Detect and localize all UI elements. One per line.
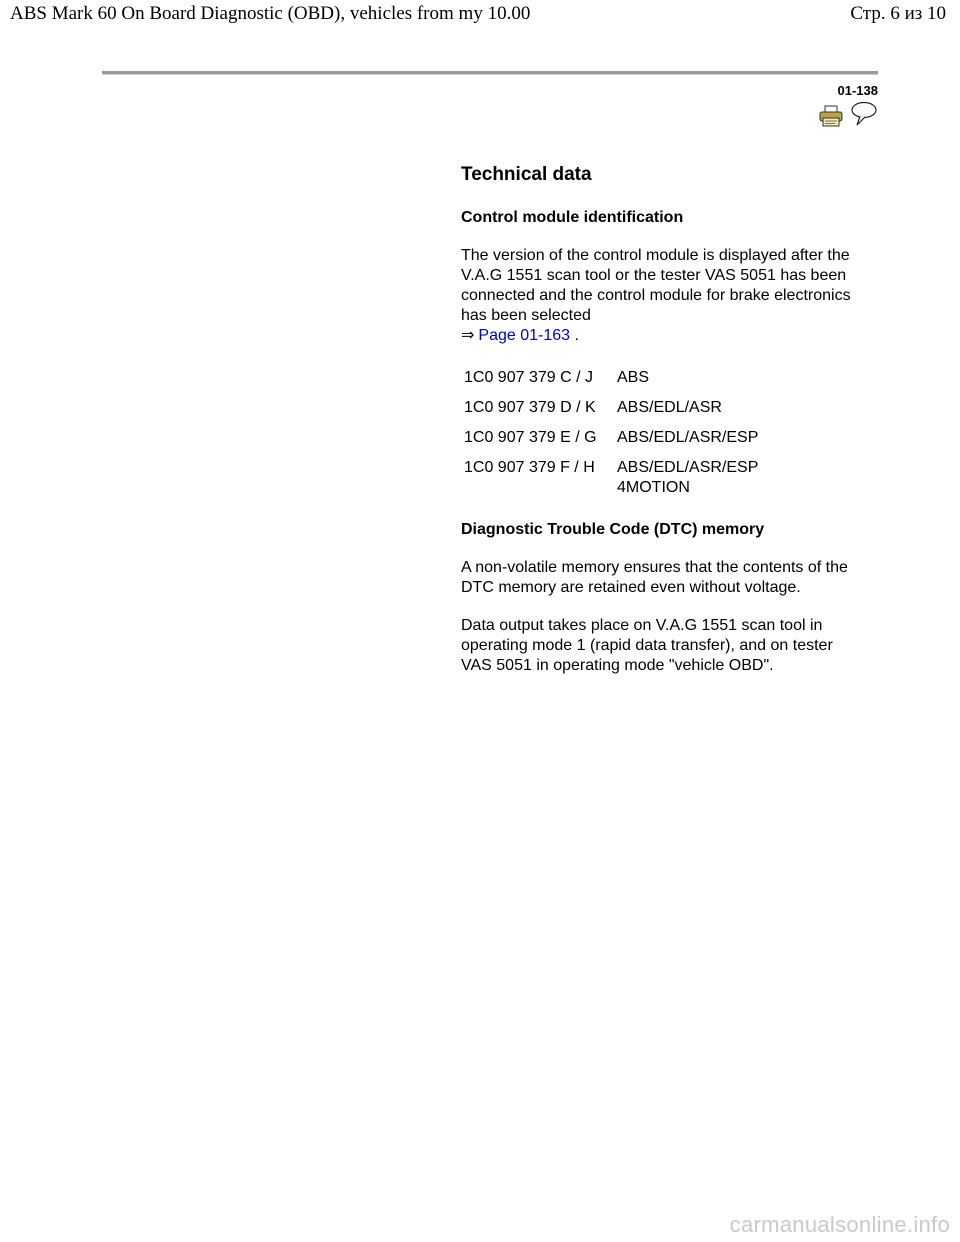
part-number: 1C0 907 379 D / K — [464, 399, 596, 416]
main-content — [461, 160, 856, 676]
arrow-icon: ⇒ — [461, 327, 475, 344]
table-row — [464, 368, 807, 398]
part-number: 1C0 907 379 E / G — [464, 429, 597, 446]
part-number: 1C0 907 379 C / J — [464, 369, 593, 386]
section-title: Technical data — [461, 164, 592, 185]
table-row — [464, 428, 807, 458]
data-output-paragraph: Data output takes place on V.A.G 1551 scan tool in operating mode 1 (rapid data transfer), and on tester VAS 5051 in operating mode "vehicle OBD". — [461, 617, 833, 674]
printer-icon[interactable] — [819, 105, 843, 132]
document-title: ABS Mark 60 On Board Diagnostic (OBD), vehicles from my 10.00 — [10, 3, 531, 24]
dtc-memory-paragraph: A non-volatile memory ensures that the contents of the DTC memory are retained even without voltage. — [461, 559, 848, 596]
control-module-heading: Control module identification — [461, 209, 684, 226]
module-version: ABS/EDL/ASR/ESP — [617, 429, 759, 446]
module-version: ABS/EDL/ASR — [617, 399, 722, 416]
module-version: ABS/EDL/ASR/ESP 4MOTION — [617, 459, 759, 496]
page-number: 01-138 — [837, 83, 878, 98]
watermark: carmanualsonline.info — [729, 1212, 950, 1237]
part-number: 1C0 907 379 F / H — [464, 459, 595, 476]
page-counter: Стр. 6 из 10 — [850, 3, 946, 24]
header-divider — [102, 71, 878, 75]
table-row — [464, 458, 807, 508]
speech-bubble-icon[interactable] — [850, 101, 878, 132]
module-table — [464, 368, 807, 508]
page-toolbar — [819, 101, 878, 132]
page-link[interactable]: Page 01-163 — [478, 327, 571, 344]
dtc-memory-heading: Diagnostic Trouble Code (DTC) memory — [461, 521, 765, 538]
control-module-paragraph: The version of the control module is displayed after the V.A.G 1551 scan tool or the tester VAS 5051 has been connected and the control module for brake electronics has been selected ⇒ Page 01-163 . — [461, 247, 851, 344]
table-row — [464, 398, 807, 428]
module-version: ABS — [617, 369, 650, 386]
